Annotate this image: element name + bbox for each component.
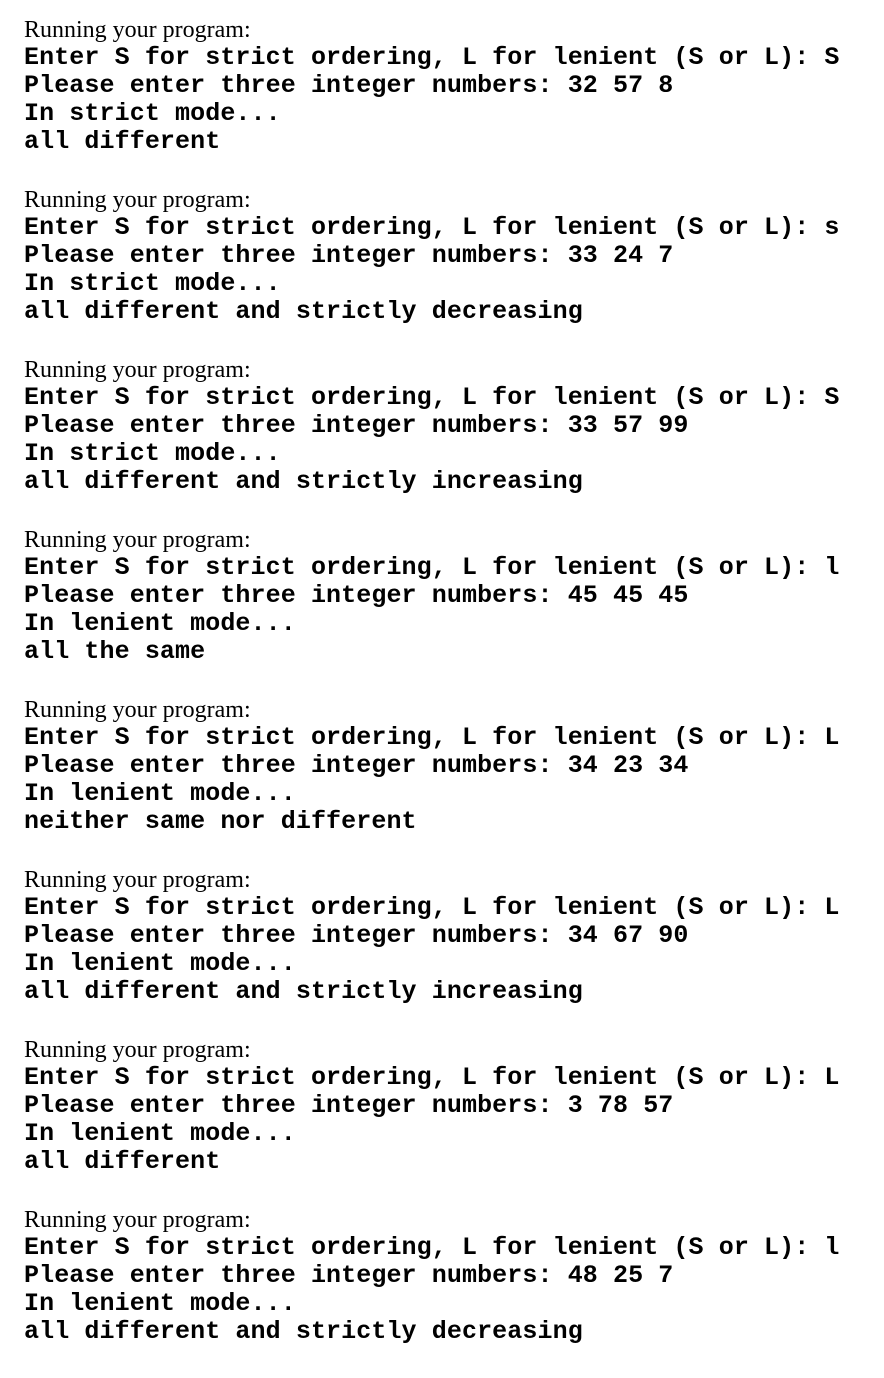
result-line: all different	[24, 127, 221, 156]
run-heading: Running your program:	[24, 867, 251, 893]
run-heading: Running your program:	[24, 1207, 251, 1233]
mode-prompt-line: Enter S for strict ordering, L for lenient (S or L): L	[24, 723, 840, 752]
numbers-prompt-line: Please enter three integer numbers: 45 45 45	[24, 581, 689, 610]
numbers-prompt-line: Please enter three integer numbers: 3 78 57	[24, 1091, 674, 1120]
run-heading: Running your program:	[24, 187, 251, 213]
run-heading: Running your program:	[24, 357, 251, 383]
mode-prompt-line: Enter S for strict ordering, L for lenient (S or L): L	[24, 893, 840, 922]
program-run	[24, 696, 874, 866]
result-line: all different and strictly increasing	[24, 977, 583, 1006]
mode-line: In lenient mode...	[24, 779, 296, 808]
mode-line: In lenient mode...	[24, 1119, 296, 1148]
program-run	[24, 356, 874, 526]
mode-line: In lenient mode...	[24, 609, 296, 638]
numbers-prompt-line: Please enter three integer numbers: 33 57 99	[24, 411, 689, 440]
result-line: all the same	[24, 637, 206, 666]
result-line: all different and strictly decreasing	[24, 1317, 583, 1346]
program-run	[24, 526, 874, 696]
numbers-prompt-line: Please enter three integer numbers: 34 67 90	[24, 921, 689, 950]
mode-line: In lenient mode...	[24, 1289, 296, 1318]
mode-prompt-line: Enter S for strict ordering, L for lenient (S or L): s	[24, 213, 840, 242]
run-heading: Running your program:	[24, 1037, 251, 1063]
run-heading: Running your program:	[24, 17, 251, 43]
mode-prompt-line: Enter S for strict ordering, L for lenient (S or L): L	[24, 1063, 840, 1092]
mode-prompt-line: Enter S for strict ordering, L for lenient (S or L): l	[24, 553, 840, 582]
numbers-prompt-line: Please enter three integer numbers: 48 25 7	[24, 1261, 674, 1290]
result-line: neither same nor different	[24, 807, 417, 836]
run-heading: Running your program:	[24, 527, 251, 553]
program-run	[24, 16, 874, 186]
result-line: all different and strictly increasing	[24, 467, 583, 496]
program-run-list	[24, 16, 874, 1376]
program-run	[24, 1036, 874, 1206]
mode-prompt-line: Enter S for strict ordering, L for lenient (S or L): S	[24, 43, 840, 72]
result-line: all different	[24, 1147, 221, 1176]
program-run	[24, 866, 874, 1036]
numbers-prompt-line: Please enter three integer numbers: 34 23 34	[24, 751, 689, 780]
numbers-prompt-line: Please enter three integer numbers: 33 24 7	[24, 241, 674, 270]
mode-line: In strict mode...	[24, 99, 281, 128]
run-heading: Running your program:	[24, 697, 251, 723]
numbers-prompt-line: Please enter three integer numbers: 32 57 8	[24, 71, 674, 100]
mode-prompt-line: Enter S for strict ordering, L for lenient (S or L): S	[24, 383, 840, 412]
mode-line: In strict mode...	[24, 269, 281, 298]
mode-line: In strict mode...	[24, 439, 281, 468]
result-line: all different and strictly decreasing	[24, 297, 583, 326]
program-run	[24, 1206, 874, 1376]
mode-line: In lenient mode...	[24, 949, 296, 978]
mode-prompt-line: Enter S for strict ordering, L for lenient (S or L): l	[24, 1233, 840, 1262]
program-run	[24, 186, 874, 356]
